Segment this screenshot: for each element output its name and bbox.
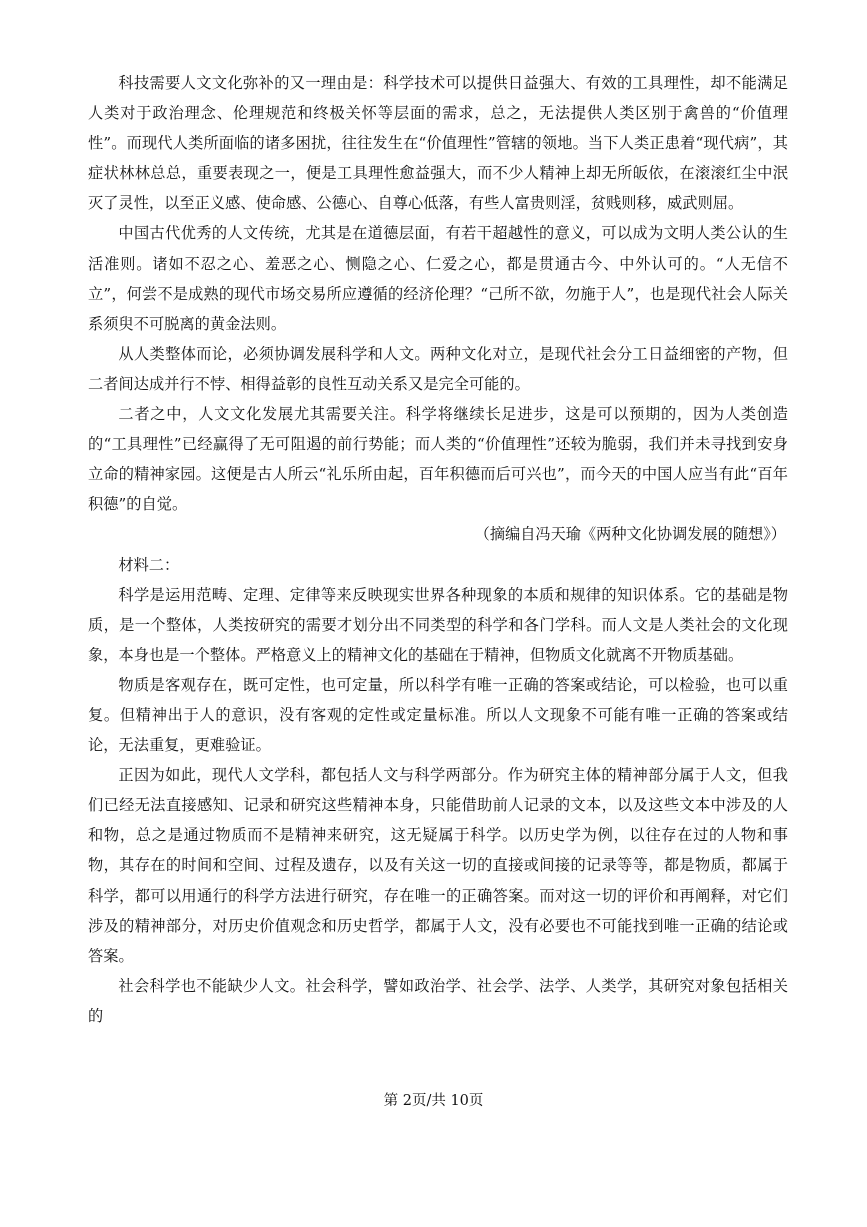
page-number-footer: 第 2页/共 10页 <box>383 1093 484 1109</box>
paragraph-6: 物质是客观存在，既可定性，也可定量，所以科学有唯一正确的答案或结论，可以检验，也可以重复。但精神出于人的意识，没有客观的定性或定量标准。所以人文现象不可能有唯一正确的答案或结论，无法重复，更难验证。 <box>88 675 788 755</box>
paragraph-7: 正因为如此，现代人文学科，都包括人文与科学两部分。作为研究主体的精神部分属于人文，但我们已经无法直接感知、记录和研究这些精神本身，只能借助前人记录的文本，以及这些文本中涉及的人和物，总之是通过物质而不是精神来研究，这无疑属于科学。以历史学为例，以往存在过的人物和事物，其存在的时间和空间、过程及遗存，以及有关这一切的直接或间接的记录等等，都是物质，都属于科学，都可以用通行的科学方法进行研究，存在唯一的正确答案。而对这一切的评价和再阐释，对它们涉及的精神部分，对历史价值观念和历史哲学，都属于人文，没有必要也不可能找到唯一正确的结论或答案。 <box>88 766 788 965</box>
source-citation: （摘编自冯天瑜《两种文化协调发展的随想》） <box>474 525 786 544</box>
document-body <box>88 68 788 1031</box>
paragraph-2: 中国古代优秀的人文传统，尤其是在道德层面，有若干超越性的意义，可以成为文明人类公认的生活准则。诸如不忍之心、羞恶之心、恻隐之心、仁爱之心，都是贯通古今、中外认可的。“人无信不立”，何尝不是成熟的现代市场交易所应遵循的经济伦理？“己所不欲，勿施于人”，也是现代社会人际关系须臾不可脱离的黄金法则。 <box>88 224 788 333</box>
material-2-heading: 材料二： <box>118 555 180 574</box>
paragraph-4: 二者之中，人文文化发展尤其需要关注。科学将继续长足进步，这是可以预期的，因为人类创造的“工具理性”已经赢得了无可阻遏的前行势能；而人类的“价值理性”还较为脆弱，我们并未寻找到安身立命的精神家园。这便是古人所云“礼乐所由起，百年积德而后可兴也”，而今天的中国人应当有此“百年积德”的自觉。 <box>88 405 788 514</box>
paragraph-3: 从人类整体而论，必须协调发展科学和人文。两种文化对立，是现代社会分工日益细密的产物，但二者间达成并行不悖、相得益彰的良性互动关系又是完全可能的。 <box>88 344 788 393</box>
paragraph-5: 科学是运用范畴、定理、定律等来反映现实世界各种现象的本质和规律的知识体系。它的基础是物质，是一个整体，人类按研究的需要才划分出不同类型的科学和各门学科。而人文是人类社会的文化现象，本身也是一个整体。严格意义上的精神文化的基础在于精神，但物质文化就离不开物质基础。 <box>88 585 788 664</box>
paragraph-1: 科技需要人文文化弥补的又一理由是：科学技术可以提供日益强大、有效的工具理性，却不能满足人类对于政治理念、伦理规范和终极关怀等层面的需求，总之，无法提供人类区别于禽兽的“价值理性”。而现代人类所面临的诸多困扰，往往发生在“价值理性”管辖的领地。当下人类正患着“现代病”，其症状林林总总，重要表现之一，便是工具理性愈益强大，而不少人精神上却无所皈依，在滚滚红尘中泯灭了灵性，以至正义感、使命感、公德心、自尊心低落，有些人富贵则淫，贫贱则移，威武则屈。 <box>88 74 788 213</box>
paragraph-8: 社会科学也不能缺少人文。社会科学，譬如政治学、社会学、法学、人类学，其研究对象包括相关的 <box>88 976 788 1025</box>
